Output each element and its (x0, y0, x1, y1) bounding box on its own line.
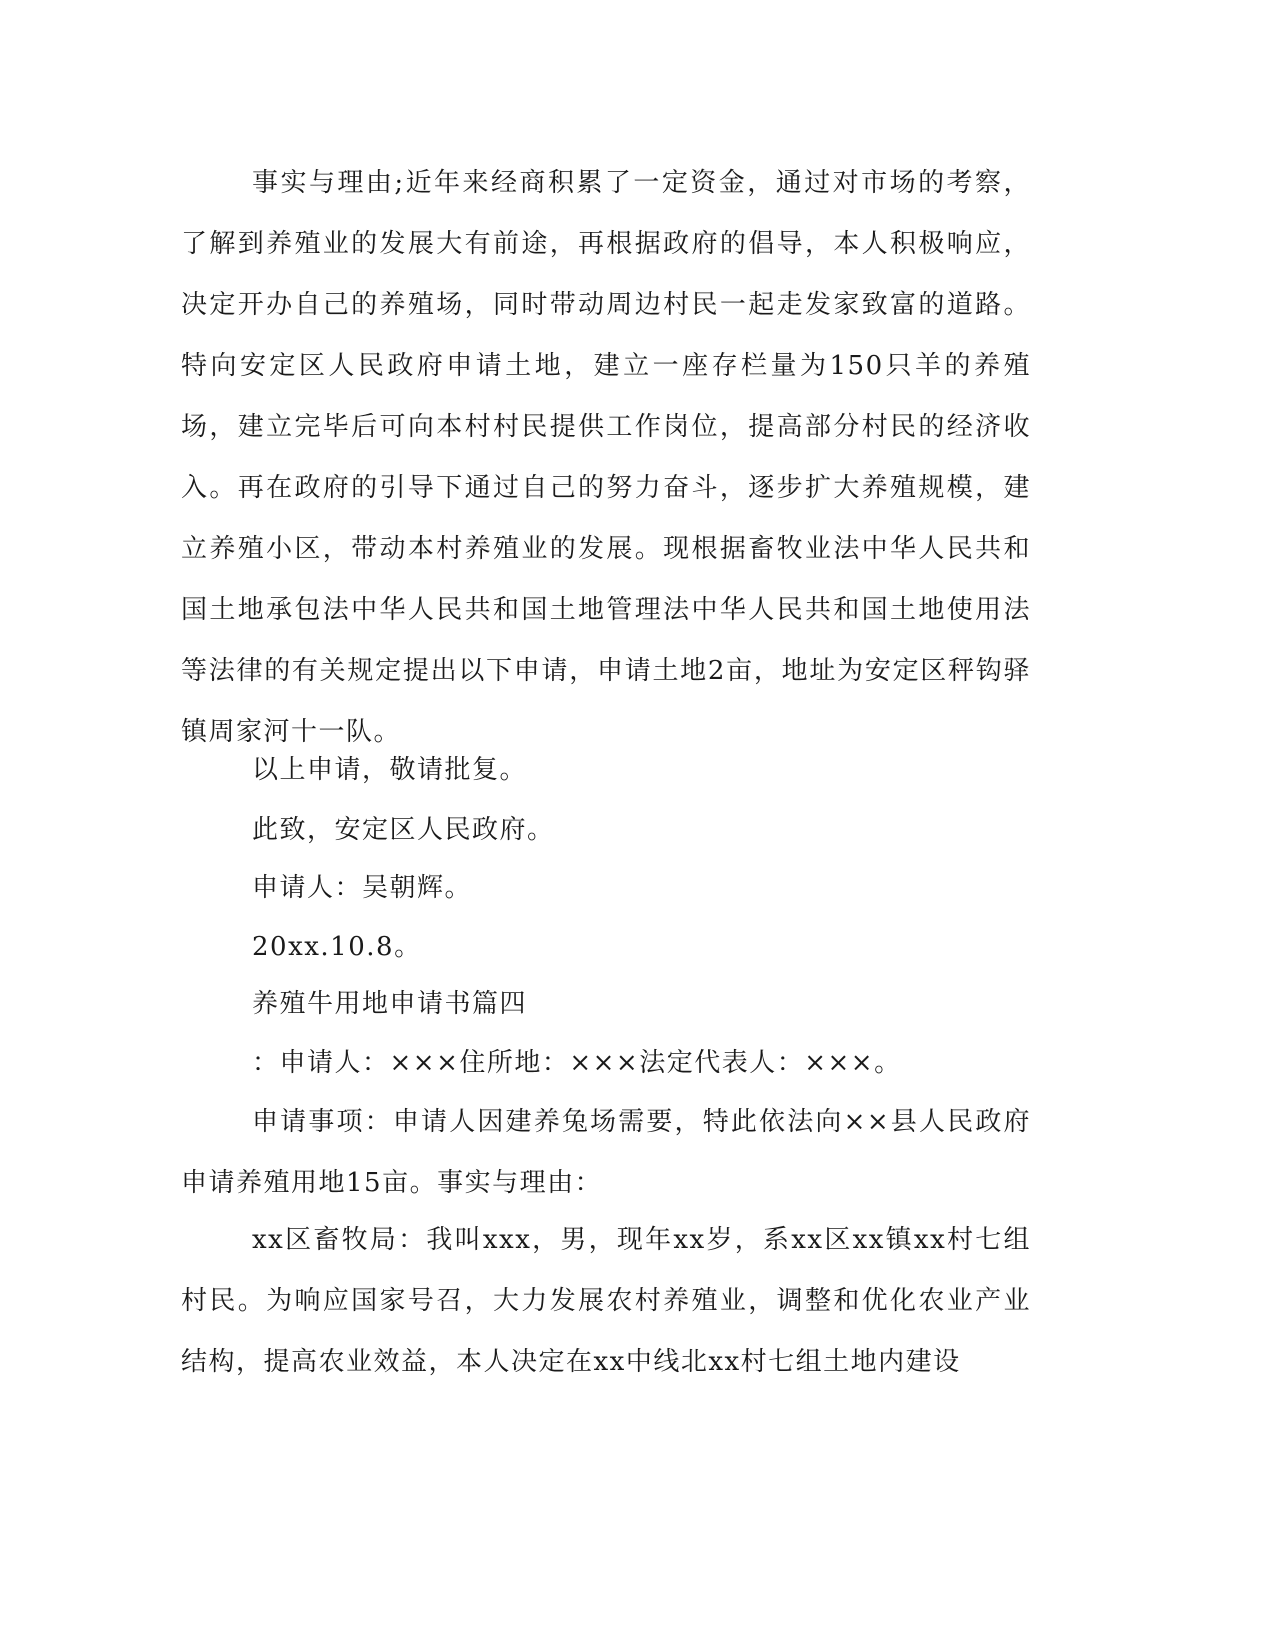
paragraph-salutation: 此致，安定区人民政府。 (252, 815, 555, 845)
paragraph-facts-and-reasons: 事实与理由;近年来经商积累了一定资金，通过对市场的考察，了解到养殖业的发展大有前途，再根据政府的倡导，本人积极响应，决定开办自己的养殖场，同时带动周边村民一起走发家致富的道路。特向安定区人民政府申请土地，建立一座存栏量为150只羊的养殖场，建立完毕后可向本村村民提供工作岗位，提高部分村民的经济收入。再在政府的引导下通过自己的努力奋斗，逐步扩大养殖规模，建立养殖小区，带动本村养殖业的发展。现根据畜牧业法中华人民共和国土地承包法中华人民共和国土地管理法中华人民共和国土地使用法等法律的有关规定提出以下申请，申请土地2亩，地址为安定区秤钩驿镇周家河十一队。 (181, 168, 1031, 747)
paragraph-bureau-letter: xx区畜牧局：我叫xxx，男，现年xx岁，系xx区xx镇xx村七组村民。为响应国家号召，大力发展农村养殖业，调整和优化农业产业结构，提高农业效益，本人决定在xx中线北xx村七组土地内建设 (181, 1225, 1031, 1377)
paragraph-date: 20xx.10.8。 (252, 932, 422, 962)
paragraph-applicant-info: ：申请人：×××住所地：×××法定代表人：×××。 (252, 1048, 902, 1078)
section-heading: 养殖牛用地申请书篇四 (252, 989, 528, 1019)
paragraph-request-approval: 以上申请，敬请批复。 (252, 755, 528, 785)
paragraph-applicant: 申请人：吴朝辉。 (252, 873, 473, 903)
paragraph-application-items: 申请事项：申请人因建养兔场需要，特此依法向××县人民政府申请养殖用地15亩。事实与理由： (181, 1107, 1031, 1198)
